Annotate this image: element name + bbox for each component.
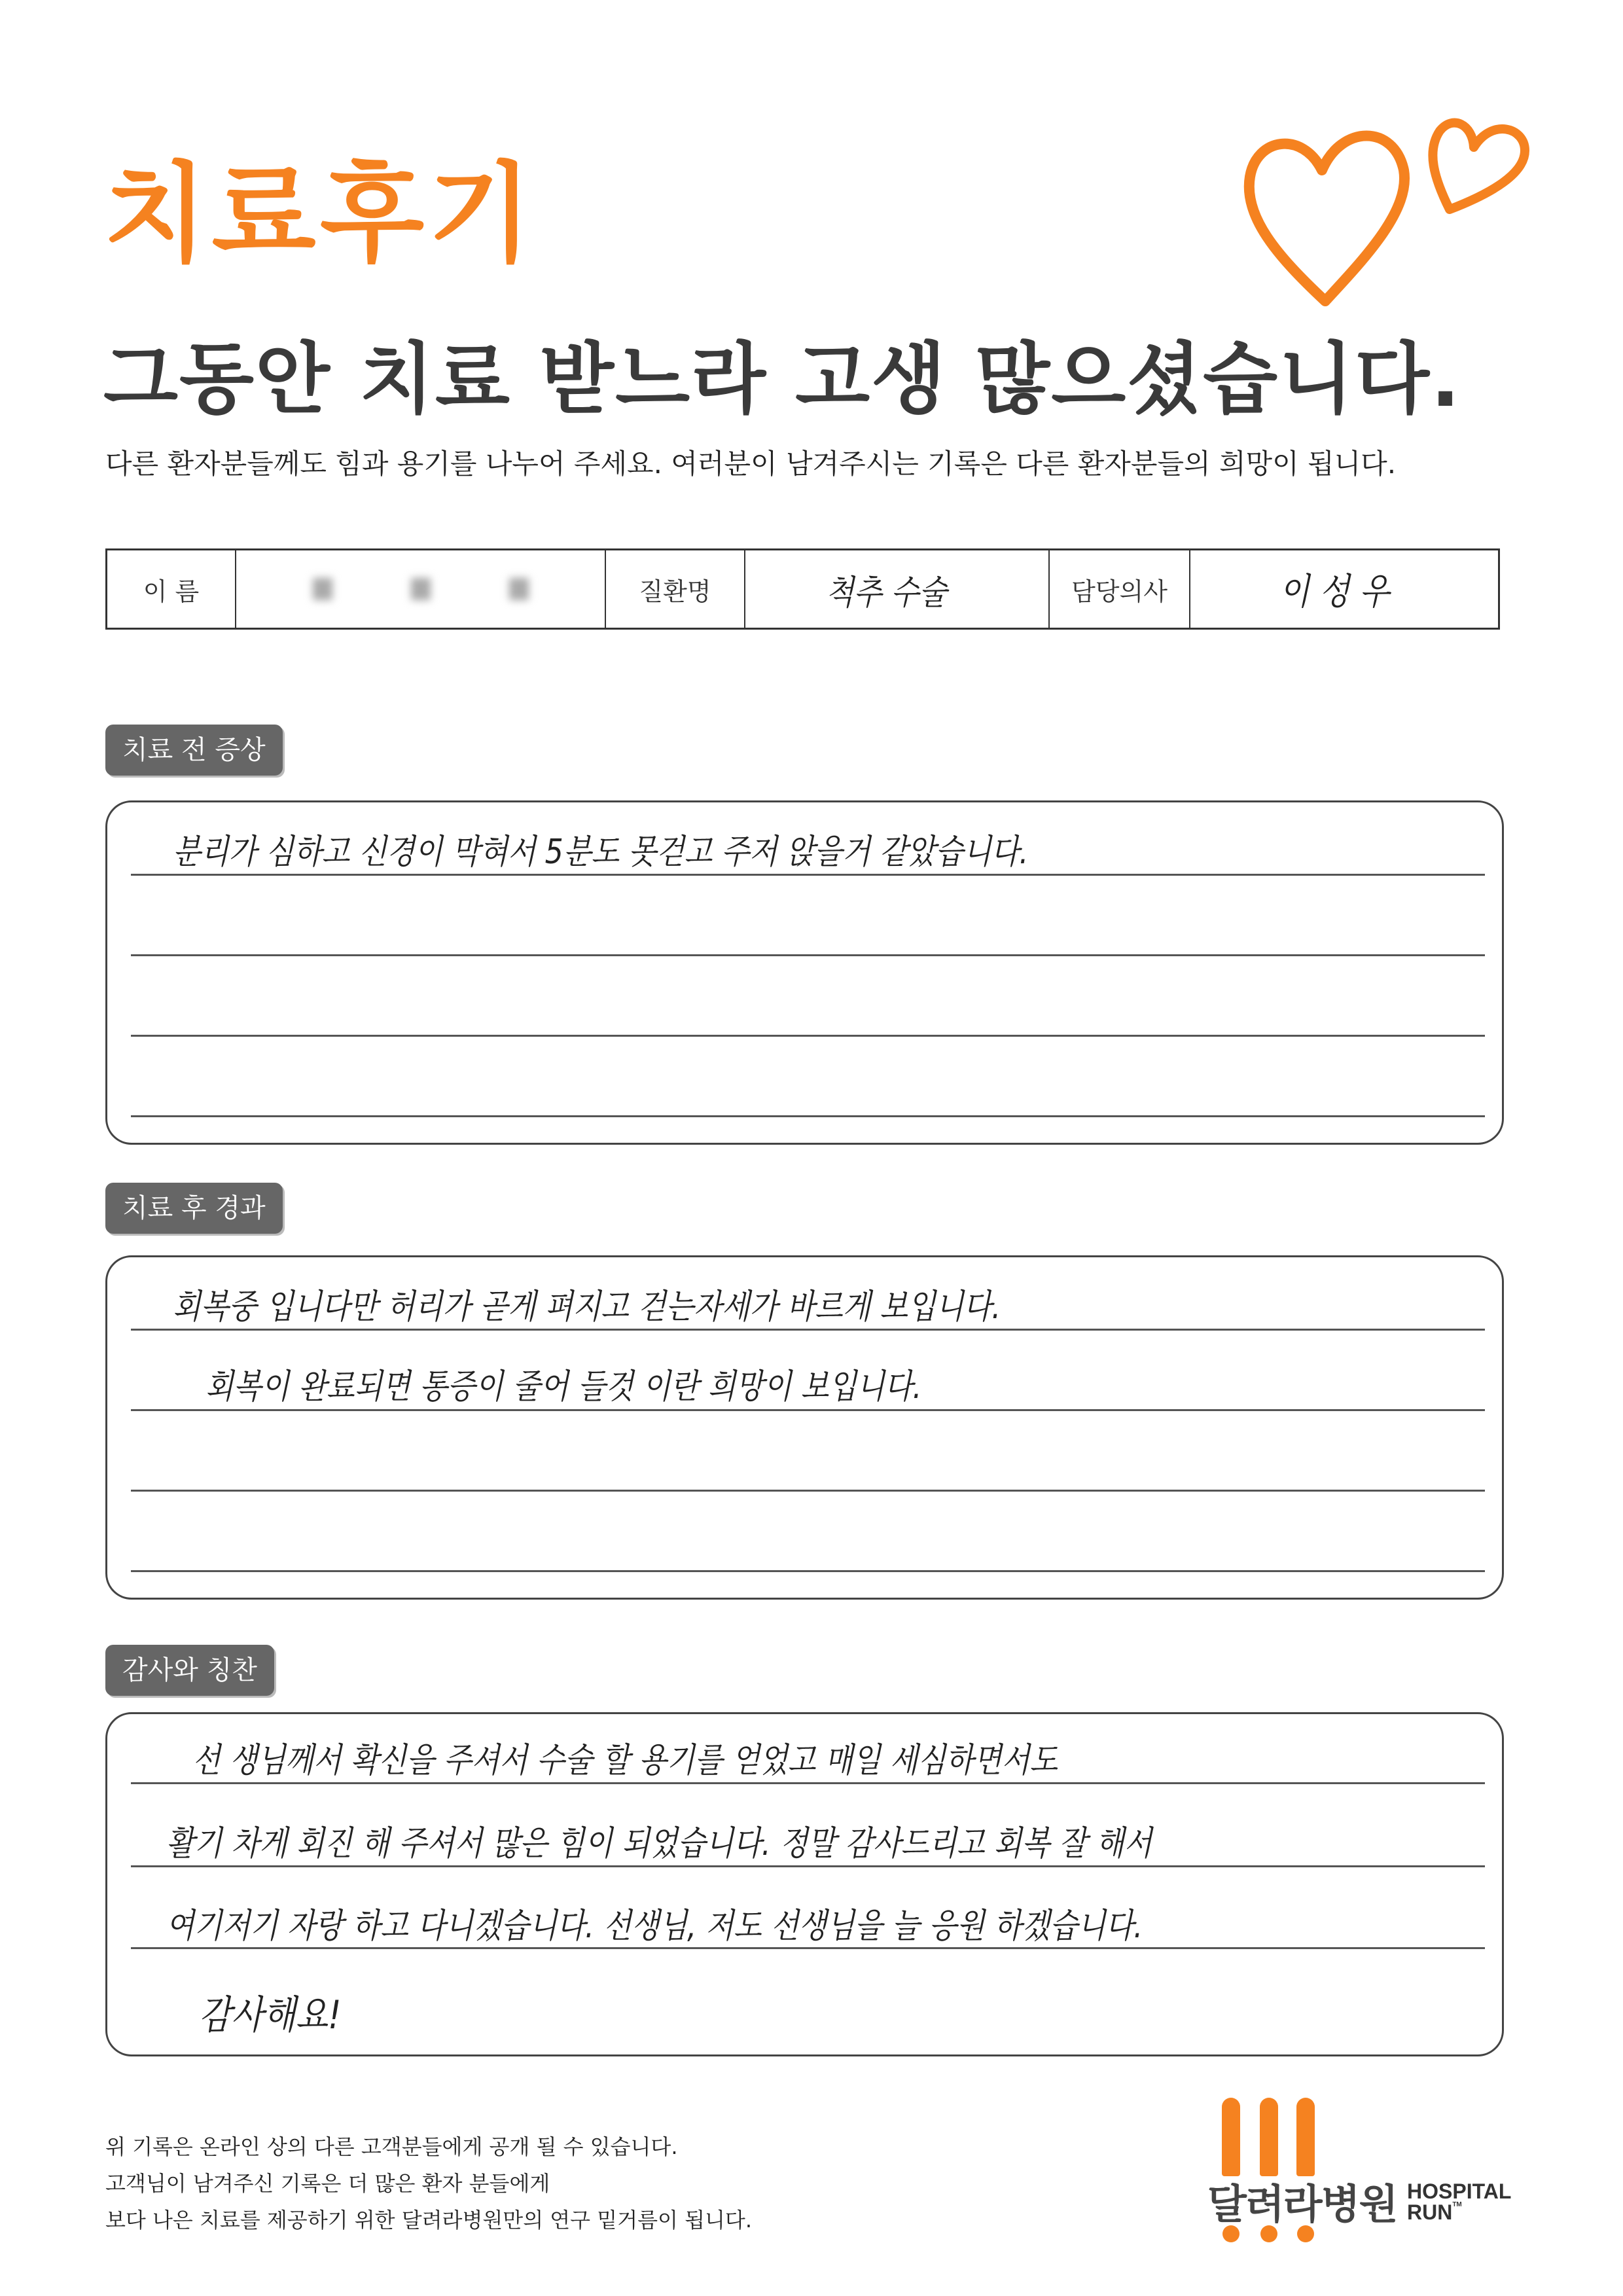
logo-english-2: RUN [1407,2200,1453,2224]
hospital-logo [1188,2088,1512,2258]
handwritten-line: 감사해요! [199,1992,342,2038]
logo-korean: 달려라병원 [1207,2180,1397,2228]
section-tag-before-symptoms: 치료 전 증상 [105,725,283,776]
ruled-line [131,1329,1485,1331]
handwritten-line: 선 생님께서 확신을 주셔서 수술 할 용기를 얻었고 매일 세심하면서도 [192,1741,1058,1780]
doctor-value-text: 이 성 우 [1279,571,1390,613]
handwritten-line: 분리가 심하고 신경이 막혀서 5분도 못걷고 주저 앉을거 같았습니다. [173,833,1029,872]
logo-tm: TM [1452,2201,1462,2208]
name-field-redacted [236,550,606,628]
doctor-label: 담당의사 [1050,550,1190,628]
ruled-line [131,1115,1485,1117]
handwritten-line: 회복이 완료되면 통증이 줄어 들것 이란 희망이 보입니다. [205,1367,922,1407]
logo-english [1407,2181,1511,2223]
logo-english-1: HOSPITAL [1407,2179,1512,2203]
ruled-line [131,1570,1485,1572]
page-title: 치료후기 [103,151,537,277]
info-table [105,548,1500,630]
ruled-line [131,1947,1485,1949]
before-symptoms-box [105,800,1504,1145]
after-result-box [105,1255,1504,1600]
doctor-value [1190,550,1498,628]
footer-note: 고객님이 남겨주신 기록은 더 많은 환자 분들에게 [105,2171,550,2196]
disease-value [745,550,1050,628]
section-tag-thanks: 감사와 칭찬 [105,1645,274,1696]
disease-label: 질환명 [606,550,745,628]
ruled-line [131,954,1485,956]
handwritten-line: 회복중 입니다만 허리가 곧게 펴지고 걷는자세가 바르게 보입니다. [173,1287,1001,1327]
name-label: 이 름 [107,550,236,628]
ruled-line [131,1035,1485,1037]
footer-note: 위 기록은 온라인 상의 다른 고객분들에게 공개 될 수 있습니다. [105,2134,678,2159]
exclamation-icon [1260,2098,1278,2176]
ruled-line [131,874,1485,876]
disease-value-text: 척추 수술 [825,573,947,613]
ruled-line [131,1490,1485,1492]
ruled-line [131,1865,1485,1867]
ruled-line [131,1409,1485,1411]
exclamation-icon [1222,2098,1240,2176]
thanks-box [105,1712,1504,2056]
headline: 그동안 치료 받느라 고생 많으셨습니다. [103,334,1461,424]
exclamation-icon [1296,2098,1315,2176]
hearts-decoration-icon [1237,98,1538,314]
subtitle: 다른 환자분들께도 힘과 용기를 나누어 주세요. 여러분이 남겨주시는 기록은 다른 환자분들의 희망이 됩니다. [105,448,1397,480]
handwritten-line: 여기저기 자랑 하고 다니겠습니다. 선생님, 저도 선생님을 늘 응원 하겠습니다. [166,1907,1143,1946]
section-tag-after-result: 치료 후 경과 [105,1183,283,1234]
ruled-line [131,1782,1485,1784]
handwritten-line: 활기 차게 회진 해 주셔서 많은 힘이 되었습니다. 정말 감사드리고 회복 잘 해서 [166,1824,1152,1863]
footer-note: 보다 나은 치료를 제공하기 위한 달려라병원만의 연구 밑거름이 됩니다. [105,2208,752,2233]
